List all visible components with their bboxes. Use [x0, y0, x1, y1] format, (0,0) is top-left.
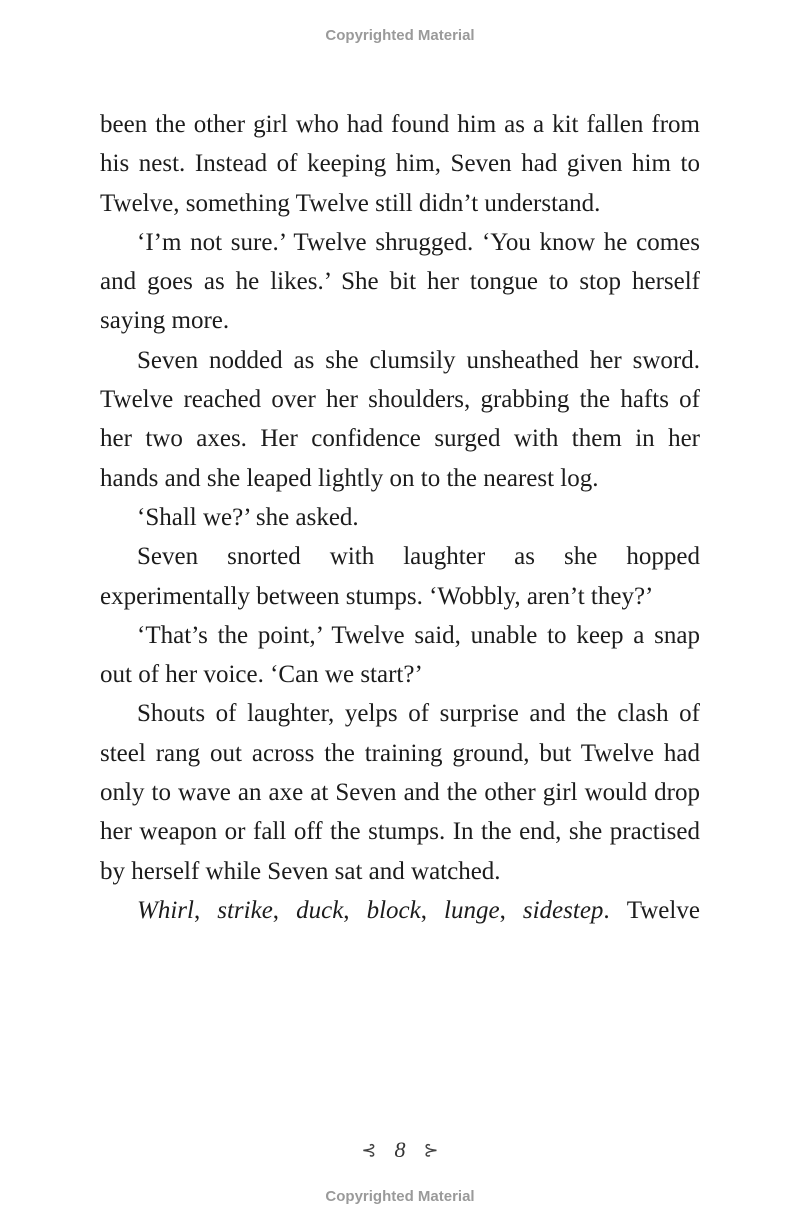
paragraph: Seven nodded as she clumsily unsheathed her sword. Twelve reached over her shoulders, grabbing the hafts of her two axes. Her confidence surged with them in her hands and she leaped lightly on to the nearest log.: [100, 346, 700, 492]
italic-word: strike: [217, 896, 273, 924]
word-group: [296, 891, 349, 930]
word-group: [523, 891, 610, 930]
paragraph-last-line: [100, 891, 700, 930]
word-group: [367, 891, 427, 930]
word-group: [137, 891, 200, 930]
paragraph: ‘Shall we?’ she asked.: [137, 503, 359, 531]
comma: ,: [420, 896, 427, 924]
italic-word: duck: [296, 896, 344, 924]
copyright-header: Copyrighted Material: [325, 27, 475, 44]
comma: ,: [343, 896, 350, 924]
paragraph: ‘I’m not sure.’ Twelve shrugged. ‘You know he comes and goes as he likes.’ She bit her tongue to stop herself saying more.: [100, 228, 700, 335]
comma: ,: [193, 896, 201, 924]
plain-word: Twelve: [626, 896, 700, 924]
paragraph: ‘That’s the point,’ Twelve said, unable to keep a snap out of her voice. ‘Can we start?’: [100, 621, 700, 689]
paragraph: Seven snorted with laughter as she hopped experimentally between stumps. ‘Wobbly, aren’t they?’: [100, 543, 700, 610]
page-body: [100, 105, 700, 930]
paragraph: Shouts of laughter, yelps of surprise and the clash of steel rang out across the training ground, but Twelve had only to wave an axe at Seven and the other girl would drop her weapon or fall off the stumps. In the end, she practised by herself while Seven sat and watched.: [100, 700, 700, 885]
word-group: [217, 891, 279, 930]
comma: ,: [499, 896, 506, 924]
period: .: [603, 896, 610, 924]
italic-word: sidestep: [522, 896, 604, 924]
left-ornament-icon: ⊰: [361, 1139, 377, 1160]
paragraph: been the other girl who had found him as a kit fallen from his nest. Instead of keeping him, Seven had given him to Twelve, something Twelve still didn’t understand.: [100, 111, 700, 217]
right-ornament-icon: ⊱: [423, 1139, 439, 1160]
comma: ,: [272, 896, 280, 924]
page-number: 8: [394, 1137, 406, 1162]
word-group: [444, 891, 506, 930]
page-folio: [0, 1137, 800, 1163]
italic-word: block: [366, 896, 421, 924]
italic-word: Whirl: [137, 896, 194, 924]
copyright-footer: Copyrighted Material: [325, 1188, 475, 1205]
italic-word: lunge: [444, 896, 500, 924]
